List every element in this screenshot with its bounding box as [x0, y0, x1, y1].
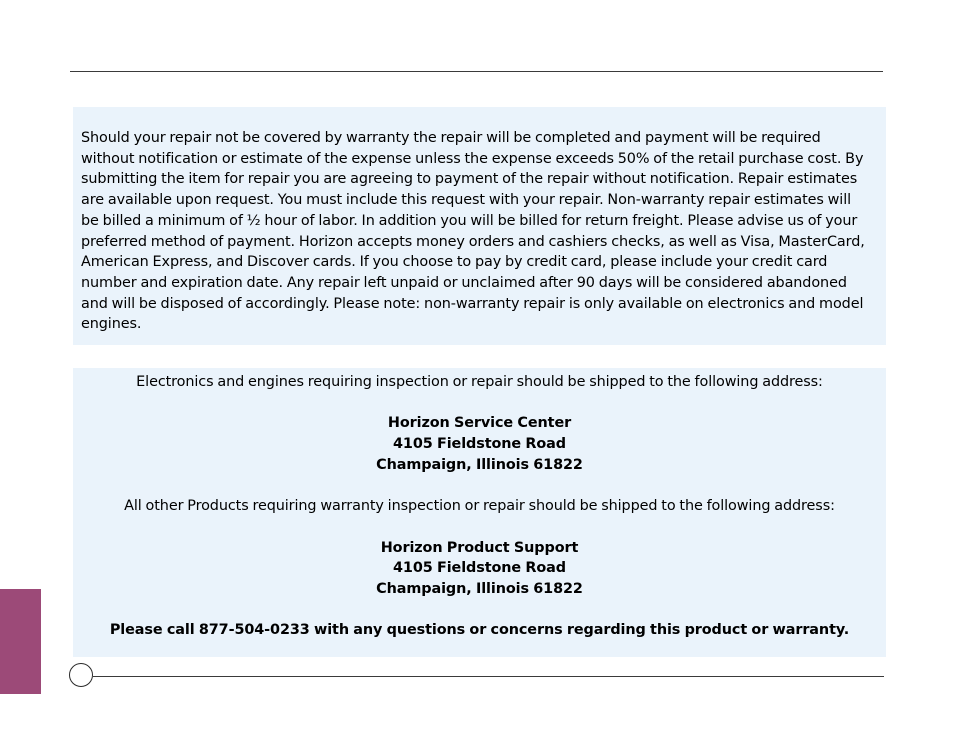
electronics-shipping-intro: Electronics and engines requiring inspection or repair should be shipped to the following address:: [136, 374, 823, 390]
spacer: [73, 600, 886, 621]
product-support-name: Horizon Product Support: [380, 539, 579, 556]
contact-phone-note: Please call 877-504-0233 with any questions or concerns regarding this product or warranty.: [109, 622, 850, 639]
service-center-street: 4105 Fieldstone Road: [393, 436, 566, 453]
service-center-name: Horizon Service Center: [387, 415, 572, 432]
other-products-shipping-intro: All other Products requiring warranty inspection or repair should be shipped to the following address:: [124, 498, 835, 515]
spacer: [73, 476, 886, 497]
shipping-address-section: [73, 368, 886, 657]
page-number-circle: [69, 663, 93, 687]
section-side-tab: [0, 589, 41, 694]
spacer: [73, 393, 886, 414]
footer-divider: [93, 676, 884, 677]
non-warranty-repair-section: [73, 107, 886, 345]
service-center-city: Champaign, Illinois 61822: [376, 456, 583, 473]
non-warranty-policy-text: Should your repair not be covered by warranty the repair will be completed and payment will be required without notification or estimate of the expense unless the expense exceeds 50% of the retail purchase cost. By submitting the item for repair you are agreeing to payment of the repair without notification. Repair estimates are available upon request. You must include this request with your repair. Non-warranty repair estimates will be billed a minimum of ½ hour of labor. In addition you will be billed for return freight. Please advise us of your preferred method of payment. Horizon accepts money orders and cashiers checks, as well as Visa, MasterCard, American Express, and Discover cards. If you choose to pay by credit card, please include your credit card number and expiration date. Any repair left unpaid or unclaimed after 90 days will be considered abandoned and will be disposed of accordingly. Please note: non-warranty repair is only available on electronics and model engines.: [81, 130, 865, 333]
product-support-street: 4105 Fieldstone Road: [393, 560, 566, 577]
header-divider: [70, 71, 883, 72]
spacer: [73, 517, 886, 538]
product-support-city: Champaign, Illinois 61822: [376, 580, 583, 597]
